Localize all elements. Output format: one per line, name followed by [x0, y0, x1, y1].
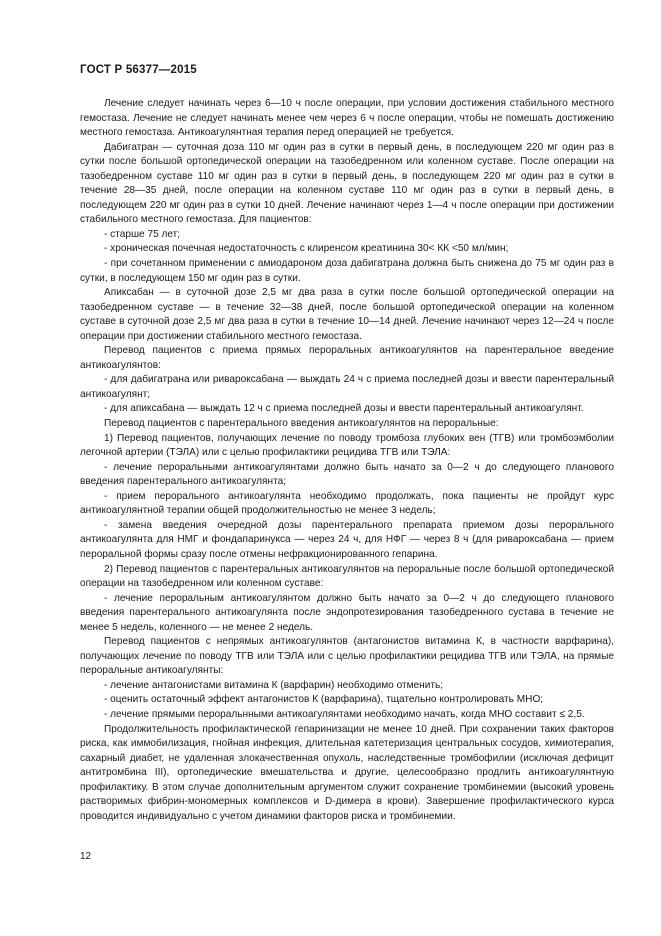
paragraph: Перевод пациентов с непрямых антикоагулянтов (антагонистов витамина К, в частности варфарина), получающих лечение по поводу ТГВ или ТЭЛА или с целью профилактики рецидива ТГВ или ТЭЛА, на прямые пероральные антикоагулянты: [80, 636, 614, 677]
paragraph: Лечение следует начинать через 6—10 ч после операции, при условии достижения стабильного местного гемостаза. Лечение не следует начинать менее чем через 6 ч после операции, чтобы не помешать достижению местного гемостаза. Антикоагулянтная терапия перед операцией не требуется. [80, 98, 614, 139]
paragraph: 1) Перевод пациентов, получающих лечение по поводу тромбоза глубоких вен (ТГВ) или тромбоэмболии легочной артерии (ТЭЛА) или с целью профилактики рецидива ТГВ или ТЭЛА: [80, 432, 614, 459]
list-item: - прием перорального антикоагулянта необходимо продолжать, пока пациенты не пройдут курс антикоагулянтной терапии общей продолжительностью не менее 3 недель; [80, 490, 614, 517]
list-item: - лечение антагонистами витамина К (варфарин) необходимо отменить; [104, 679, 444, 691]
paragraph: 2) Перевод пациентов с парентеральных антикоагулянтов на пероральные после большой ортопедической операции на тазобедренном или коленном суставе: [80, 563, 614, 590]
paragraph: Апиксабан — в суточной дозе 2,5 мг два раза в сутки после большой ортопедической операции на тазобедренном суставе — в течение 32—38 дней, после большой ортопедической операции на коленном суставе в суточной дозе 2,5 мг два раза в сутки в течение 10—14 дней. Лечение начинают через 12—24 ч после операции при достижении стабильного местного гемостаза. [80, 287, 614, 342]
document-header: ГОСТ Р 56377—2015 [80, 64, 197, 76]
list-item: - замена введения очередной дозы парентерального препарата приемом дозы перорального антикоагулянта для НМГ и фондапаринукса — через 24 ч, для НФГ — через 8 ч (для ривароксабана — прием пероральной формы сразу после отмены нефракционированного гепарина. [80, 519, 614, 560]
list-item: - лечение пероральным антикоагулянтом должно быть начато за 0—2 ч до следующего планового введения парентерального антикоагулянта после эндопротезирования тазобедренного сустава в течение не менее 5 недель, коленного — не менее 2 недель. [80, 592, 614, 633]
list-item: - при сочетанном применении с амиодароном доза дабигатрана должна быть снижена до 75 мг один раз в сутки, в последующем 150 мг один раз в сутки. [80, 258, 614, 284]
list-item: - для апиксабана — выждать 12 ч с приема последней дозы и ввести парентеральный антикоагулянт. [104, 403, 584, 415]
page-number: 12 [80, 851, 92, 862]
document-body [80, 97, 614, 824]
list-item: - старше 75 лет; [104, 228, 181, 240]
paragraph: Дабигатран — суточная доза 110 мг один раз в сутки в первый день, в последующем 220 мг один раз в сутки после большой ортопедической операции на тазобедренном или коленном суставе. После операции на тазобедренном суставе 110 мг один раз в сутки в первый день, в последующем 220 мг один раз в сутки в течение 28—35 дней, после операции на коленном суставе 110 мг один раз в сутки в первый день, в последующем 220 мг один раз в сутки 10 дней. Лечение начинают через 1—4 ч после операции при достижении стабильного местного гемостаза. Для пациентов: [80, 141, 614, 226]
list-item: - лечение пероральными антикоагулянтами должно быть начато за 0—2 ч до следующего планового введения парентерального антикоагулянта; [80, 461, 614, 488]
list-item: - хроническая почечная недостаточность с клиренсом креатинина 30< КК <50 мл/мин; [104, 243, 509, 255]
list-item: - оценить остаточный эффект антагонистов К (варфарина), тщательно контролировать МНО; [104, 694, 544, 706]
paragraph: Перевод пациентов с парентерального введения антикоагулянтов на пероральные: [104, 418, 499, 430]
paragraph: Продолжительность профилактической гепаринизации не менее 10 дней. При сохранении таких факторов риска, как иммобилизация, гнойная инфекция, длительная катетеризация центральных сосудов, химиотерапия, сахарный диабет, не удаленная злокачественная опухоль, наследственные тромбофилии (исключая дефицит антитромбина III), ортопедические вмешательства и другие, целесообразно продлить антикоагулянтную профилактику. В этом случае дополнительным аргументом служит сохранение тромбинемии (высокий уровень растворимых фибрин-мономерных комплексов и D-димера в крови). Завершение профилактического курса проводится индивидуально с учетом динамики факторов риска и тромбинемии. [80, 723, 614, 822]
paragraph: Перевод пациентов с приема прямых пероральных антикоагулянтов на парентеральное введение антикоагулянтов: [80, 345, 614, 371]
list-item: - лечение прямыми пероральнными антикоагулянтами необходимо начать, когда МНО составит ≤ 2,5. [104, 708, 585, 720]
list-item: - для дабигатрана или ривароксабана — выждать 24 ч с приема последней дозы и ввести парентеральный антикоагулянт; [80, 374, 614, 400]
